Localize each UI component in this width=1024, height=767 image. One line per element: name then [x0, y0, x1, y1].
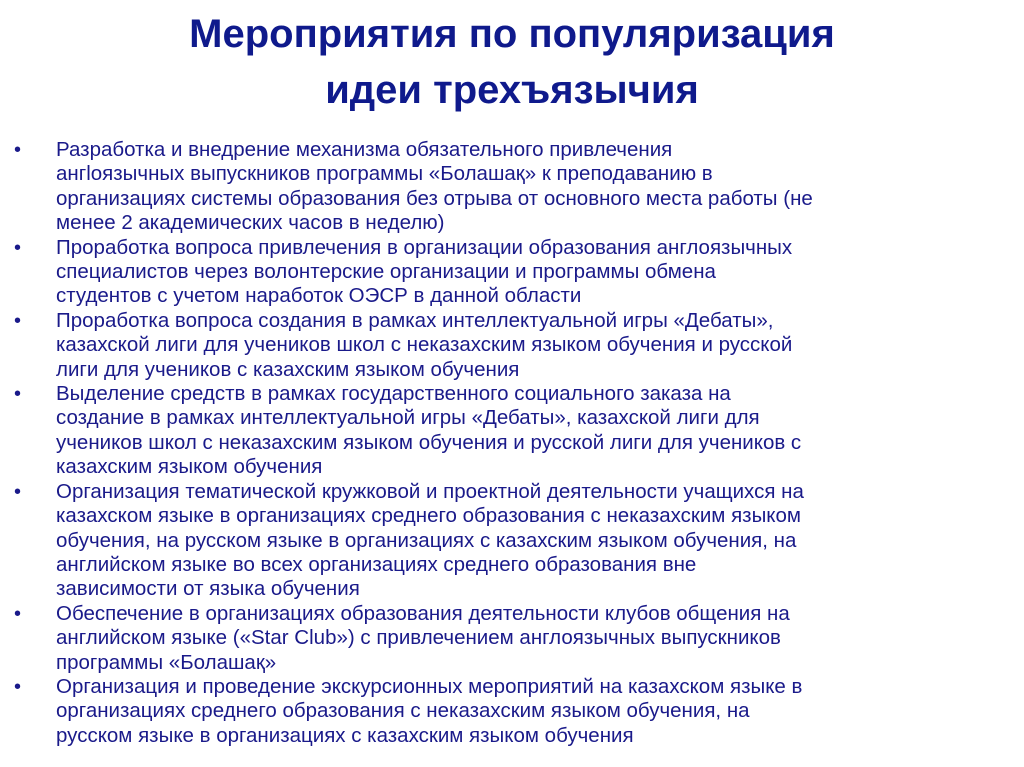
- bullet-list: [12, 138, 1012, 748]
- list-item-text: Выделение средств в рамках государственного социального заказа на создание в рамках интеллектуальной игры «Дебаты», казахской лиги для учеников школ с неказахским языком обучения и русской лиги для учеников с казахским языком обучения: [56, 382, 802, 479]
- bullet-icon: •: [14, 480, 22, 503]
- list-item-text: Организация тематической кружковой и проектной деятельности учащихся на казахском языке в организациях среднего образования с неказахским языком обучения, на русском языке в организациях с казахским языком обучения, на английском языке во всех организациях среднего образования вне зависимости от языка обучения: [56, 479, 804, 601]
- bullet-icon: •: [14, 309, 22, 332]
- list-item: [12, 236, 1012, 309]
- list-item-text: Организация и проведение экскурсионных мероприятий на казахском языке в организациях среднего образования с неказахским языком обучения, на русском языке в организациях с казахским языком обучения: [56, 674, 803, 747]
- bullet-icon: •: [14, 602, 22, 625]
- slide-title-line-1: Мероприятия по популяризация: [189, 12, 835, 56]
- list-item: [12, 138, 1012, 236]
- list-item-text: Проработка вопроса привлечения в организации образования англоязычных специалистов через волонтерские организации и программы обмена студентов с учетом наработок ОЭСР в данной области: [56, 235, 793, 308]
- list-item: [12, 480, 1012, 602]
- list-item: [12, 602, 1012, 675]
- slide-title: [0, 6, 1024, 118]
- list-item-text: Обеспечение в организациях образования деятельности клубов общения на английском языке («Star Club») с привлечением англоязычных выпускников программы «Болашақ»: [56, 601, 790, 674]
- bullet-icon: •: [14, 236, 22, 259]
- slide-title-line-2: идеи трехъязычия: [325, 68, 699, 112]
- bullet-icon: •: [14, 675, 22, 698]
- list-item: [12, 675, 1012, 748]
- list-item: [12, 309, 1012, 382]
- list-item-text: Проработка вопроса создания в рамках интеллектуальной игры «Дебаты», казахской лиги для учеников школ с неказахским языком обучения и русской лиги для учеников с казахским языком обучения: [56, 308, 793, 381]
- bullet-icon: •: [14, 383, 22, 406]
- list-item: [12, 382, 1012, 480]
- list-item-text: Разработка и внедрение механизма обязательного привлечения ангloязычных выпускников программы «Болашақ» к преподаванию в организациях системы образования без отрыва от основного места работы (не менее 2 академических часов в неделю): [56, 138, 813, 235]
- bullet-icon: •: [14, 139, 22, 161]
